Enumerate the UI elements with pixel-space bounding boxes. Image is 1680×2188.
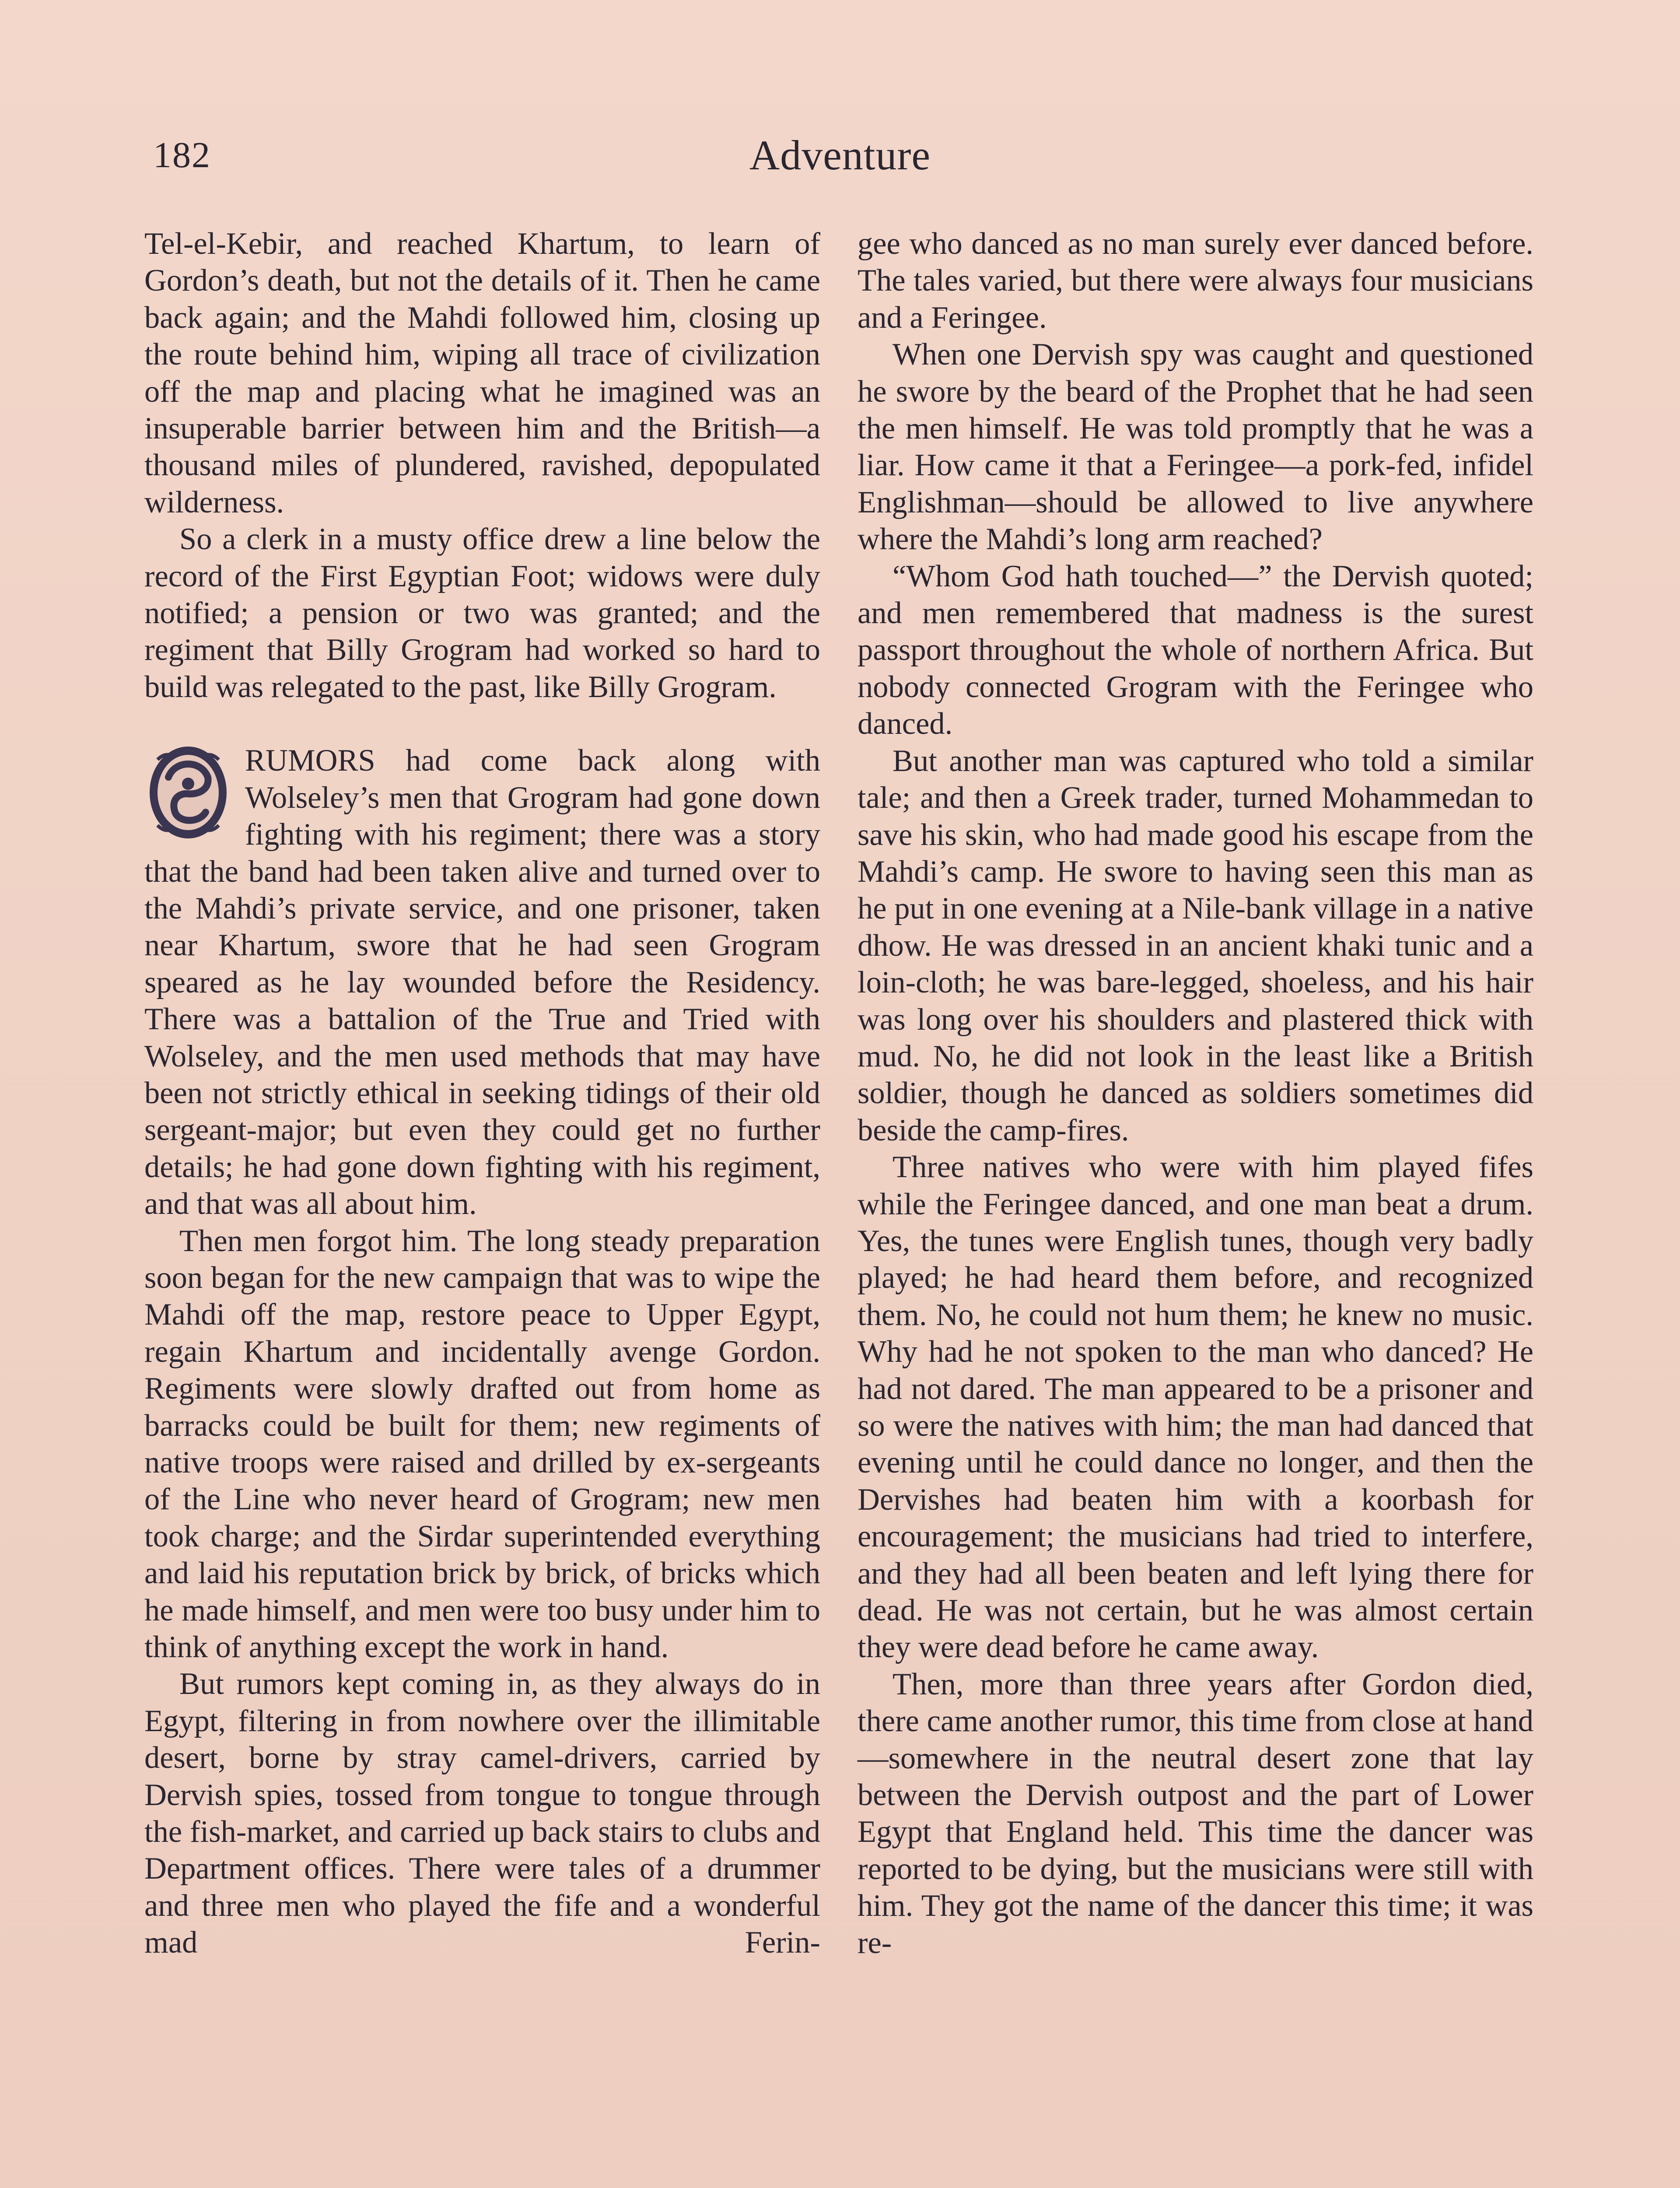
section-break	[144, 705, 820, 742]
page-header	[144, 127, 1536, 184]
paragraph: When one Dervish spy was caught and questioned he swore by the beard of the Prophet that he had seen the men himself. He was told promptly that he was a liar. How came it that a Feringee—a pork-fed, infidel Englishman—should be allowed to live anywhere where the Mahdi’s long arm reached?	[858, 337, 1533, 557]
paragraph: Then men forgot him. The long steady preparation soon began for the new campaign that was to wipe the Mahdi off the map, restore peace to Upper Egypt, regain Khartum and incidentally avenge Gordon. Regiments were slowly drafted out from home as barracks could be built for them; new regiments of native troops were raised and drilled by ex-sergeants of the Line who never heard of Grogram; new men took charge; and the Sirdar superintended everything and laid his reputation brick by brick, of bricks which he made himself, and men were too busy under him to think of anything except the work in hand.	[144, 1224, 820, 1665]
paragraph: RUMORS had come back along with Wolseley’s men that Grogram had gone down fighting with his regiment; there was a story that the band had been taken alive and turned over to the Mahdi’s private service, and one prisoner, taken near Khartum, swore that he had seen Grogram speared as he lay wounded before the Residency. There was a battalion of the True and Tried with Wolseley, and the men used methods that may have been not strictly ethical in seeking tidings of their old sergeant-major; but even they could get no further details; he had gone down fighting with his regiment, and that was all about him.	[144, 743, 820, 1221]
paragraph: Three natives who were with him played fifes while the Feringee danced, and one man beat a drum. Yes, the tunes were English tunes, though very badly played; he had heard them before, and recognized them. No, he could not hum them; he knew no music. Why had he not spoken to the man who danced? He had not dared. The man appeared to be a prisoner and so were the natives with him; the man had danced that evening until he could dance no longer, and then the Dervishes had beaten him with a koorbash for encouragement; the musicians had tried to interfere, and they had all been beaten and left lying there for dead. He was not certain, but he was almost certain they were dead before he came away.	[858, 1150, 1533, 1665]
paragraph: gee who danced as no man surely ever danced before. The tales varied, but there were always four musicians and a Feringee.	[858, 227, 1533, 335]
paragraph: Then, more than three years after Gordon died, there came another rumor, this time from close at hand—somewhere in the neutral desert zone that lay between the Dervish outpost and the part of Lower Egypt that England held. This time the dancer was reported to be dying, but the musicians were still with him. They got the name of the dancer this time; it was re-	[858, 1667, 1533, 1960]
paragraph: “Whom God hath touched—” the Dervish quoted; and men remembered that madness is the surest passport throughout the whole of northern Africa. But nobody connected Grogram with the Feringee who danced.	[858, 559, 1533, 741]
paragraph: But another man was captured who told a similar tale; and then a Greek trader, turned Mohammedan to save his skin, who had made good his escape from the Mahdi’s camp. He swore to having seen this man as he put in one evening at a Nile-bank village in a native dhow. He was dressed in an ancient khaki tunic and a loin-cloth; he was bare-legged, shoeless, and his hair was long over his shoulders and plastered thick with mud. No, he did not look in the least like a British soldier, though he danced as soldiers sometimes did beside the camp-fires.	[858, 743, 1533, 1147]
left-column	[144, 225, 820, 1961]
paragraph: But rumors kept coming in, as they always do in Egypt, filtering in from nowhere over the illimitable desert, borne by stray camel-drivers, carried by Dervish spies, tossed from tongue to tongue through the fish-market, and carried up back stairs to clubs and Department offices. There were tales of a drummer and three men who played the fife and a wonderful mad Ferin-	[144, 1667, 820, 1960]
page-number: 182	[153, 135, 211, 175]
ornamental-initial-icon	[144, 742, 232, 843]
paragraph: Tel-el-Kebir, and reached Khartum, to learn of Gordon’s death, but not the details of it. Then he came back again; and the Mahdi followed him, closing up the route behind him, wiping all trace of civilization off the map and placing what he imagined was an insuperable barrier between him and the British—a thousand miles of plundered, ravished, depopulated wilderness.	[144, 227, 820, 519]
running-title: Adventure	[749, 132, 931, 179]
paragraph: So a clerk in a musty office drew a line below the record of the First Egyptian Foot; widows were duly notified; a pension or two was granted; and the regiment that Billy Grogram had worked so hard to build was relegated to the past, like Billy Grogram.	[144, 522, 820, 704]
right-column	[858, 225, 1533, 1961]
